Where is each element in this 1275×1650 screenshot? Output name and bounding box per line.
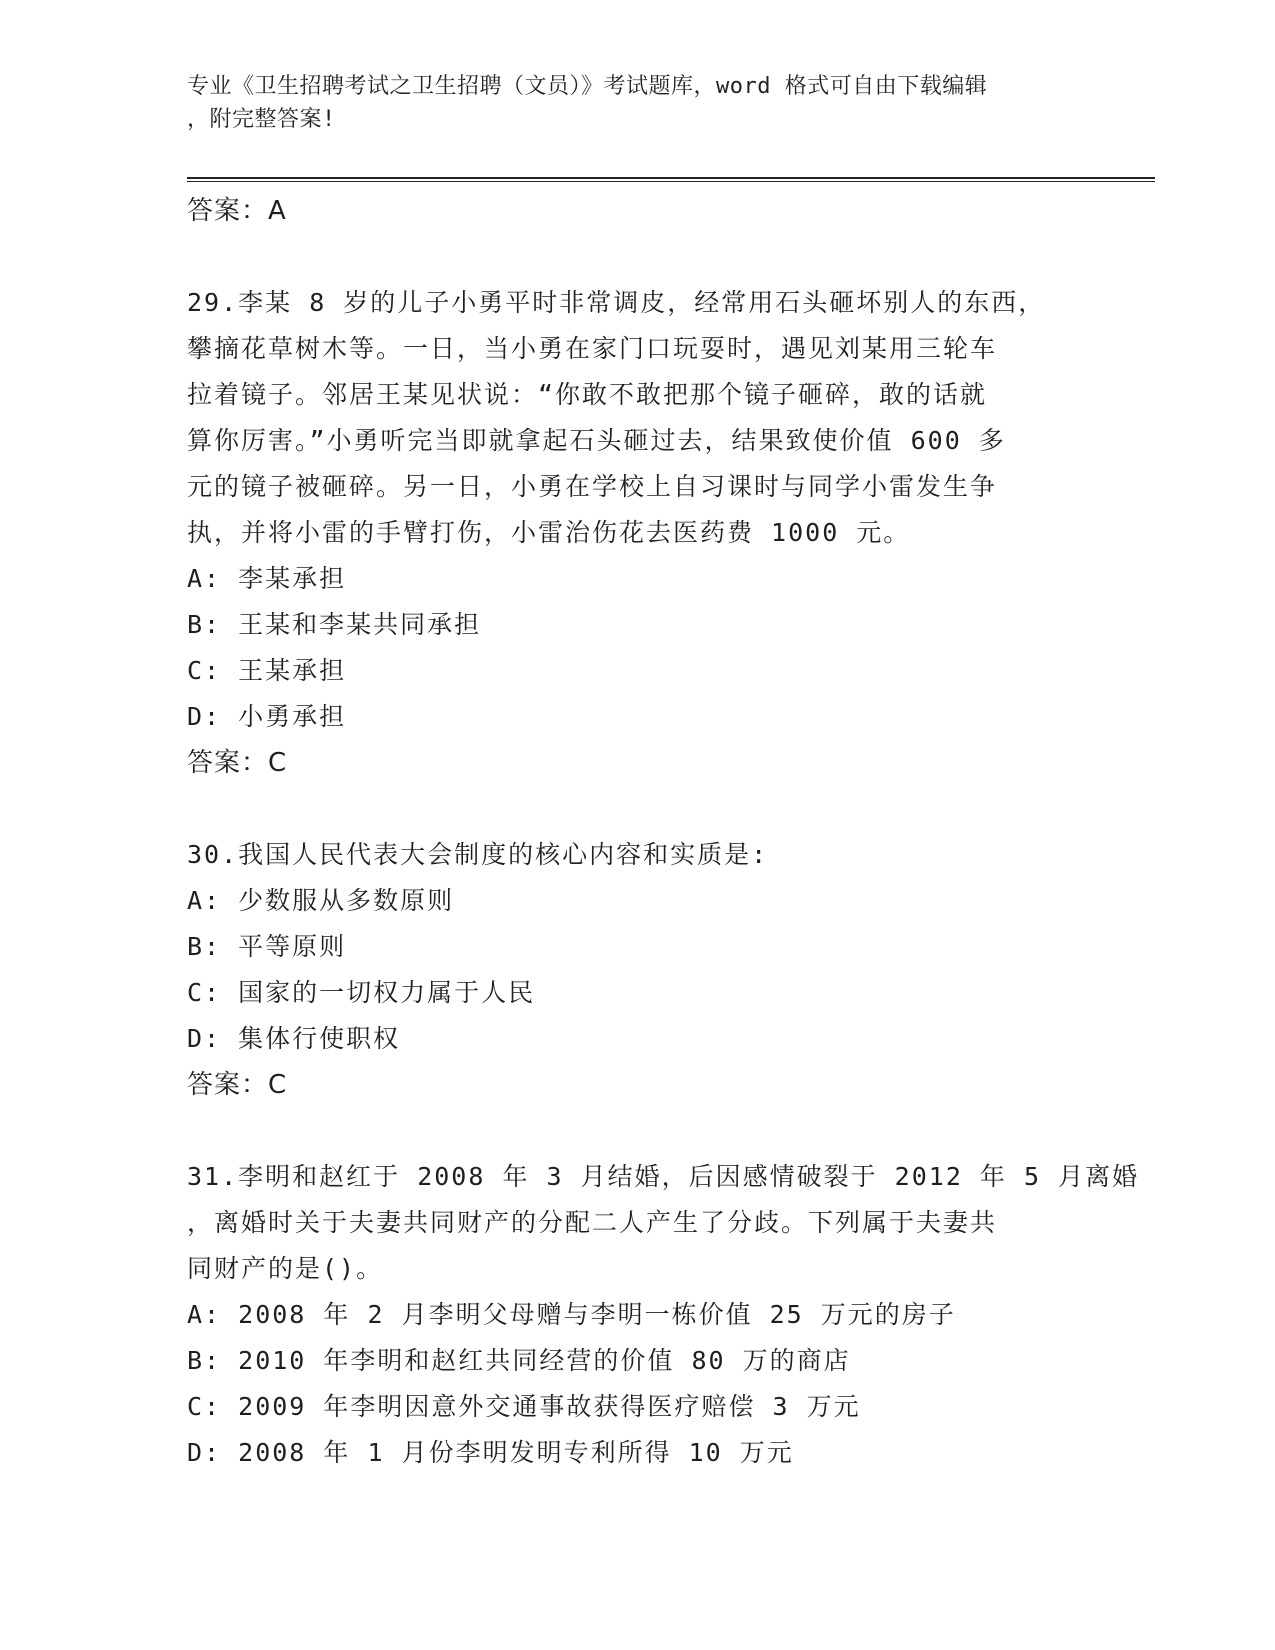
question-text-line: 同财产的是()。 — [187, 1254, 384, 1283]
option-d: D: 集体行使职权 — [187, 1024, 401, 1053]
header-line-2: ，附完整答案! — [187, 107, 336, 132]
question-29 — [187, 280, 1087, 786]
spacer — [187, 234, 1087, 280]
option-c: C: 国家的一切权力属于人民 — [187, 978, 536, 1007]
option-a: A: 少数服从多数原则 — [187, 886, 455, 915]
question-text-line: 元的镜子被砸碎。另一日，小勇在学校上自习课时与同学小雷发生争 — [187, 472, 998, 501]
question-text-line: 算你厉害。”小勇听完当即就拿起石头砸过去，结果致使价值 600 多 — [187, 426, 1006, 455]
header-line-1: 专业《卫生招聘考试之卫生招聘（文员）》考试题库，word 格式可自由下载编辑 — [187, 74, 988, 99]
question-text-line: ，离婚时关于夫妻共同财产的分配二人产生了分歧。下列属于夫妻共 — [187, 1208, 998, 1237]
option-b: B: 王某和李某共同承担 — [187, 610, 482, 639]
prev-answer: 答案：A — [187, 196, 287, 226]
option-b: B: 平等原则 — [187, 932, 347, 961]
question-text-line: 29.李某 8 岁的儿子小勇平时非常调皮，经常用石头砸坏别人的东西， — [187, 288, 1046, 317]
question-31 — [187, 1154, 1140, 1476]
question-text-line: 拉着镜子。邻居王某见状说：“你敢不敢把那个镜子砸碎，敢的话就 — [187, 380, 988, 409]
option-a: A: 2008 年 2 月李明父母赠与李明一栋价值 25 万元的房子 — [187, 1300, 956, 1329]
option-d: D: 小勇承担 — [187, 702, 347, 731]
spacer — [187, 1108, 1087, 1154]
option-c: C: 王某承担 — [187, 656, 347, 685]
option-c: C: 2009 年李明因意外交通事故获得医疗赔偿 3 万元 — [187, 1392, 861, 1421]
document-header — [187, 70, 1087, 136]
option-b: B: 2010 年李明和赵红共同经营的价值 80 万的商店 — [187, 1346, 851, 1375]
answer: 答案：C — [187, 748, 288, 778]
question-text-line: 攀摘花草树木等。一日，当小勇在家门口玩耍时，遇见刘某用三轮车 — [187, 334, 998, 363]
header-rule-thin — [187, 181, 1155, 182]
answer: 答案：C — [187, 1070, 288, 1100]
option-d: D: 2008 年 1 月份李明发明专利所得 10 万元 — [187, 1438, 794, 1467]
question-content — [187, 188, 1140, 1476]
question-text-line: 31.李明和赵红于 2008 年 3 月结婚，后因感情破裂于 2012 年 5 月离婚 — [187, 1162, 1140, 1191]
question-30 — [187, 832, 1087, 1108]
question-text-line: 执，并将小雷的手臂打伤，小雷治伤花去医药费 1000 元。 — [187, 518, 911, 547]
spacer — [187, 786, 1087, 832]
header-rule-thick — [187, 177, 1155, 179]
question-text-line: 30.我国人民代表大会制度的核心内容和实质是: — [187, 840, 769, 869]
option-a: A: 李某承担 — [187, 564, 347, 593]
